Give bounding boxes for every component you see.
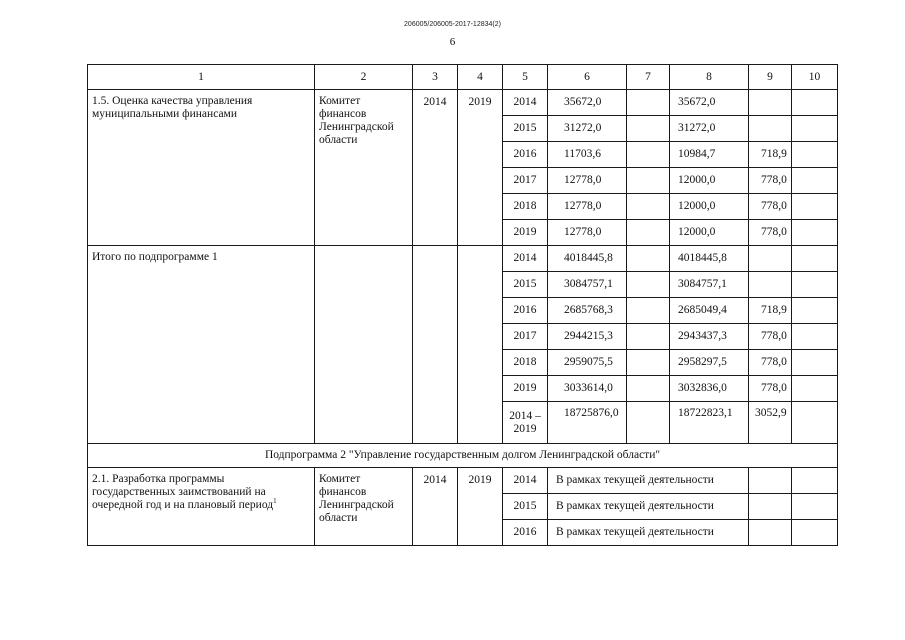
col10-cell (792, 520, 838, 546)
subprogram-title: Подпрограмма 2 "Управление государственным долгом Ленинградской области" (88, 444, 838, 468)
col10-cell (792, 350, 838, 376)
table-row (88, 444, 838, 468)
empty-cell (458, 246, 503, 444)
year-cell: 2015 (503, 116, 548, 142)
col10-cell (792, 272, 838, 298)
col7-cell (627, 220, 670, 246)
table-row (88, 468, 838, 494)
col7-cell (627, 142, 670, 168)
col8-cell: 12000,0 (670, 220, 749, 246)
col10-cell (792, 298, 838, 324)
col10-cell (792, 168, 838, 194)
col9-cell: 778,0 (749, 220, 792, 246)
col10-cell (792, 142, 838, 168)
col9-cell: 718,9 (749, 142, 792, 168)
table-row (88, 246, 838, 272)
col10-cell (792, 220, 838, 246)
col8-cell: 12000,0 (670, 194, 749, 220)
col10-cell (792, 324, 838, 350)
column-number: 1 (88, 65, 315, 90)
col7-cell (627, 402, 670, 444)
col10-cell (792, 402, 838, 444)
total-cell: 2959075,5 (548, 350, 627, 376)
document-registration-number: 206005/206005-2017-12834(2) (404, 21, 501, 28)
footnote-mark: 1 (273, 497, 277, 506)
col9-cell (749, 272, 792, 298)
funding-note: В рамках текущей деятельности (548, 468, 749, 494)
col10-cell (792, 116, 838, 142)
col9-cell (749, 520, 792, 546)
col8-cell: 3084757,1 (670, 272, 749, 298)
page-number: 6 (449, 36, 456, 48)
col10-cell (792, 194, 838, 220)
total-cell: 12778,0 (548, 168, 627, 194)
column-number: 10 (792, 65, 838, 90)
total-cell: 31272,0 (548, 116, 627, 142)
column-number: 3 (413, 65, 458, 90)
col9-cell: 718,9 (749, 298, 792, 324)
year-cell: 2014 (503, 246, 548, 272)
col8-cell: 2958297,5 (670, 350, 749, 376)
total-cell: 18725876,0 (548, 402, 627, 444)
executor: Комитет финансов Ленинградской области (315, 90, 413, 246)
subprogram-total-label: Итого по подпрограмме 1 (88, 246, 315, 444)
year-cell: 2017 (503, 168, 548, 194)
total-cell: 3033614,0 (548, 376, 627, 402)
year-cell: 2016 (503, 520, 548, 546)
col9-cell: 778,0 (749, 168, 792, 194)
funding-note: В рамках текущей деятельности (548, 494, 749, 520)
column-number-row (88, 65, 838, 90)
total-cell: 11703,6 (548, 142, 627, 168)
col10-cell (792, 468, 838, 494)
start-year: 2014 (413, 468, 458, 546)
year-cell: 2016 (503, 142, 548, 168)
total-cell: 12778,0 (548, 194, 627, 220)
start-year: 2014 (413, 90, 458, 246)
col7-cell (627, 298, 670, 324)
col9-cell (749, 494, 792, 520)
col10-cell (792, 246, 838, 272)
col9-cell (749, 90, 792, 116)
empty-cell (413, 246, 458, 444)
col7-cell (627, 246, 670, 272)
col8-cell: 2685049,4 (670, 298, 749, 324)
col8-cell: 35672,0 (670, 90, 749, 116)
col8-cell: 10984,7 (670, 142, 749, 168)
col9-cell: 778,0 (749, 324, 792, 350)
year-cell: 2018 (503, 194, 548, 220)
col8-cell: 12000,0 (670, 168, 749, 194)
year-cell: 2016 (503, 298, 548, 324)
budget-table (87, 64, 838, 546)
col7-cell (627, 194, 670, 220)
col9-cell: 778,0 (749, 350, 792, 376)
total-cell: 12778,0 (548, 220, 627, 246)
activity-name (88, 468, 315, 546)
col10-cell (792, 90, 838, 116)
col7-cell (627, 350, 670, 376)
total-cell: 4018445,8 (548, 246, 627, 272)
year-cell: 2019 (503, 376, 548, 402)
column-number: 9 (749, 65, 792, 90)
col7-cell (627, 90, 670, 116)
column-number: 7 (627, 65, 670, 90)
col9-cell: 778,0 (749, 194, 792, 220)
column-number: 6 (548, 65, 627, 90)
col10-cell (792, 376, 838, 402)
col8-cell: 31272,0 (670, 116, 749, 142)
table-row (88, 90, 838, 116)
year-cell: 2015 (503, 494, 548, 520)
col9-cell: 3052,9 (749, 402, 792, 444)
col7-cell (627, 272, 670, 298)
year-cell: 2014 (503, 468, 548, 494)
activity-name-text: 2.1. Разработка программы государственных заимствований на очередной год и на плановый период (92, 473, 274, 511)
year-cell: 2019 (503, 220, 548, 246)
activity-name: 1.5. Оценка качества управления муниципальными финансами (88, 90, 315, 246)
year-range-cell: 2014 – 2019 (503, 402, 548, 444)
col9-cell: 778,0 (749, 376, 792, 402)
col9-cell (749, 246, 792, 272)
year-cell: 2018 (503, 350, 548, 376)
year-cell: 2017 (503, 324, 548, 350)
col7-cell (627, 168, 670, 194)
total-cell: 2944215,3 (548, 324, 627, 350)
col10-cell (792, 494, 838, 520)
empty-cell (315, 246, 413, 444)
end-year: 2019 (458, 90, 503, 246)
col8-cell: 3032836,0 (670, 376, 749, 402)
col8-cell: 2943437,3 (670, 324, 749, 350)
col9-cell (749, 116, 792, 142)
funding-note: В рамках текущей деятельности (548, 520, 749, 546)
column-number: 4 (458, 65, 503, 90)
column-number: 2 (315, 65, 413, 90)
total-cell: 3084757,1 (548, 272, 627, 298)
column-number: 8 (670, 65, 749, 90)
year-cell: 2014 (503, 90, 548, 116)
executor: Комитет финансов Ленинградской области (315, 468, 413, 546)
col7-cell (627, 376, 670, 402)
col8-cell: 4018445,8 (670, 246, 749, 272)
end-year: 2019 (458, 468, 503, 546)
col7-cell (627, 116, 670, 142)
col7-cell (627, 324, 670, 350)
total-cell: 35672,0 (548, 90, 627, 116)
col8-cell: 18722823,1 (670, 402, 749, 444)
total-cell: 2685768,3 (548, 298, 627, 324)
col9-cell (749, 468, 792, 494)
year-cell: 2015 (503, 272, 548, 298)
column-number: 5 (503, 65, 548, 90)
